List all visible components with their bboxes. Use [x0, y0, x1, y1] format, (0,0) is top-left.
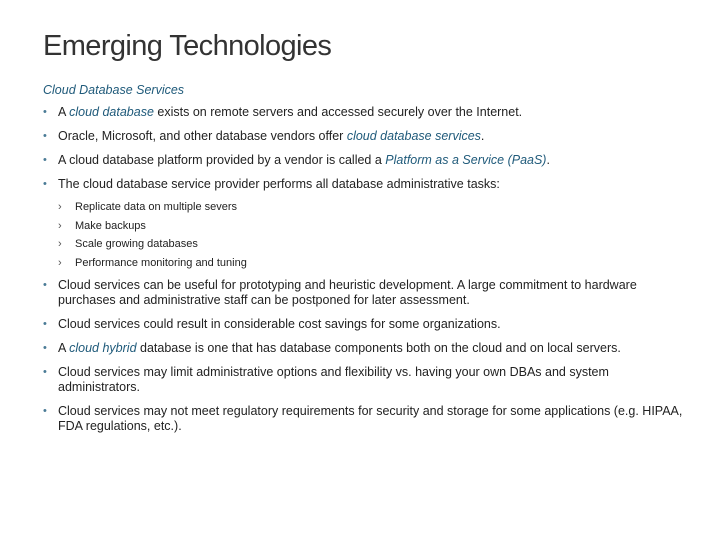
bullet-dot-icon: •	[43, 106, 47, 118]
bullet-text: The cloud database service provider performs all database administrative tasks:	[58, 177, 500, 191]
bullet-item	[43, 153, 683, 168]
bullet-text: A cloud hybrid database is one that has database components both on the cloud and on local servers.	[58, 340, 621, 355]
bullet-dot-icon: •	[43, 178, 47, 190]
bullet-item	[43, 317, 683, 332]
bullet-dot-icon: •	[43, 154, 47, 166]
bullet-list	[43, 105, 683, 434]
bullet-text: Cloud services may limit administrative options and flexibility vs. having your own DBAs and system administrators.	[58, 364, 609, 394]
chevron-right-icon: ›	[58, 238, 62, 251]
bullet-item	[43, 177, 683, 192]
sub-bullet-item: › Scale growing databases	[58, 235, 683, 254]
slide-subtitle: Cloud Database Services	[43, 83, 185, 97]
bullet-text: Cloud services can be useful for prototyping and heuristic development. A large commitment to hardware purchases and administrative staff can be postponed for later assessment.	[58, 277, 637, 307]
chevron-right-icon: ›	[58, 201, 62, 213]
sub-bullet-item: › Replicate data on multiple severs	[58, 198, 683, 217]
bullet-text: Cloud services may not meet regulatory requirements for security and storage for some applications (e.g. HIPAA, FDA regulations, etc.).	[58, 403, 683, 433]
bullet-item	[43, 341, 683, 356]
bullet-dot-icon: •	[43, 278, 47, 291]
sub-bullet-item: › Performance monitoring and tuning	[58, 254, 683, 273]
bullet-dot-icon: •	[43, 341, 47, 354]
bullet-item	[43, 129, 683, 144]
bullet-text: A cloud database exists on remote servers and accessed securely over the Internet.	[58, 105, 523, 119]
bullet-text: Oracle, Microsoft, and other database vendors offer cloud database services.	[58, 129, 485, 143]
bullet-item	[43, 365, 683, 395]
bullet-item	[43, 278, 683, 308]
sub-bullet-list	[58, 198, 683, 273]
bullet-dot-icon: •	[43, 317, 47, 330]
bullet-item	[43, 404, 683, 434]
bullet-dot-icon: •	[43, 130, 47, 142]
bullet-text: A cloud database platform provided by a vendor is called a Platform as a Service (PaaS).	[58, 153, 550, 167]
bullet-text: Cloud services could result in considerable cost savings for some organizations.	[58, 316, 501, 331]
chevron-right-icon: ›	[58, 219, 62, 232]
bullet-dot-icon: •	[43, 404, 47, 417]
bullet-item	[43, 105, 683, 120]
chevron-right-icon: ›	[58, 257, 62, 270]
bullet-dot-icon: •	[43, 365, 47, 378]
slide-title: Emerging Technologies	[43, 30, 332, 62]
sub-bullet-item: › Make backups	[58, 217, 683, 236]
